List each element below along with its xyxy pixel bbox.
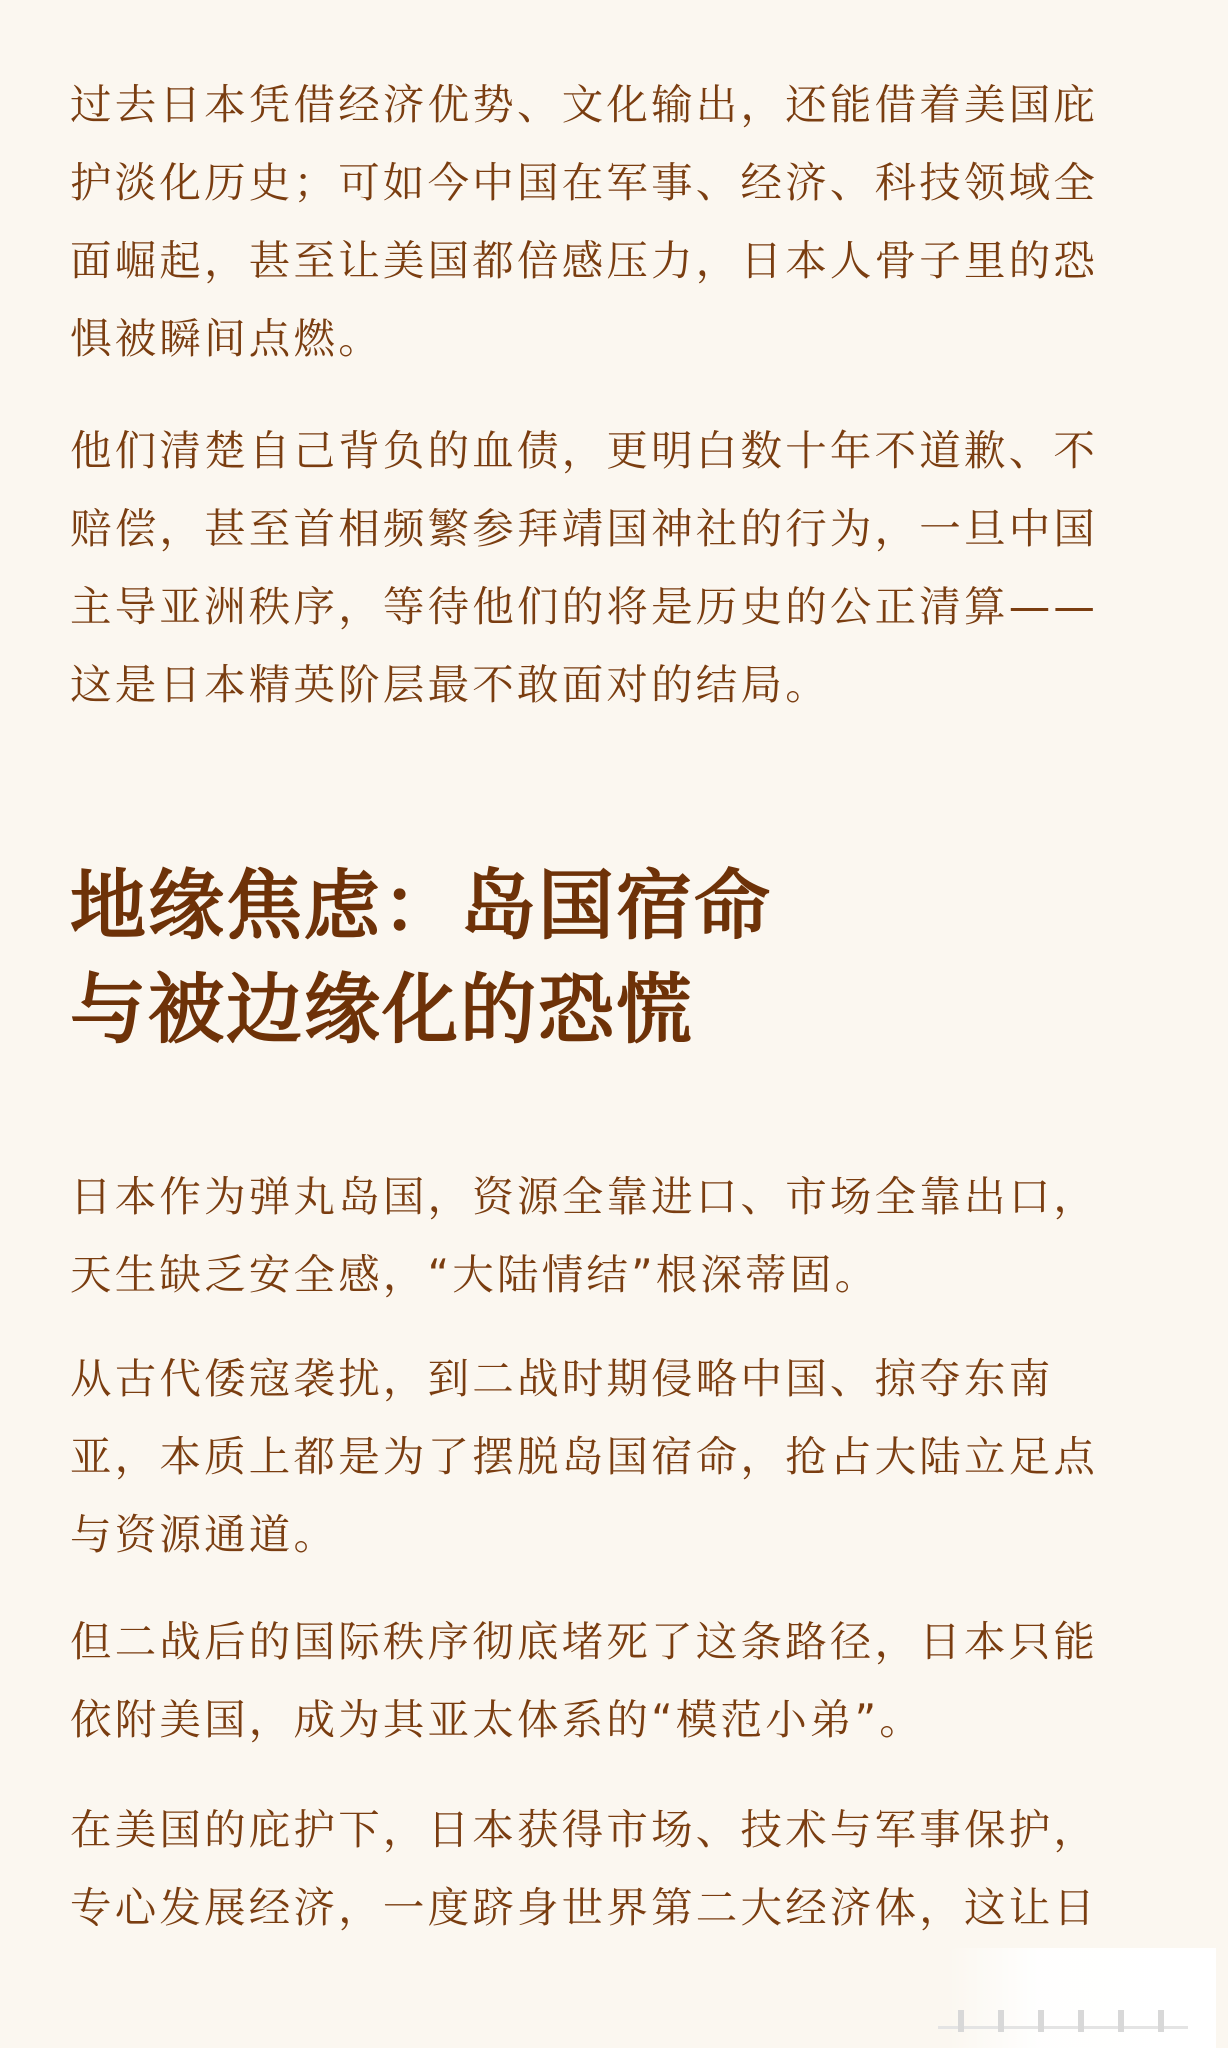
paragraph-1 [70,66,1098,378]
paragraph-line: 他们清楚自己背负的血债，更明白数十年不道歉、不 [70,426,1099,475]
watermark-overlay [946,1948,1216,2048]
paragraph-6 [70,1791,1098,1947]
heading-line: 与被边缘化的恐慌 [70,965,694,1054]
paragraph-line: 从古代倭寇袭扰，到二战时期侵略中国、掠夺东南 [70,1354,1054,1403]
heading-line: 地缘焦虑：岛国宿命 [70,861,772,950]
paragraph-line: 面崛起，甚至让美国都倍感压力，日本人骨子里的恐 [70,236,1099,285]
section-heading [70,854,772,1062]
paragraph-line: 在美国的庇护下，日本获得市场、技术与军事保护， [70,1805,1099,1854]
paragraph-line: 日本作为弹丸岛国，资源全靠进口、市场全靠出口， [70,1172,1099,1221]
paragraph-3 [70,1158,1098,1314]
paragraph-line: 惧被瞬间点燃。 [70,314,383,363]
paragraph-line: 依附美国，成为其亚太体系的“模范小弟”。 [70,1695,925,1744]
watermark-icon [938,2000,1188,2040]
paragraph-line: 亚，本质上都是为了摆脱岛国宿命，抢占大陆立足点 [70,1432,1099,1481]
paragraph-line: 与资源通道。 [70,1510,339,1559]
paragraph-line: 专心发展经济，一度跻身世界第二大经济体，这让日 [70,1883,1099,1932]
paragraph-4 [70,1340,1098,1574]
paragraph-line: 过去日本凭借经济优势、文化输出，还能借着美国庇 [70,80,1099,129]
paragraph-line: 但二战后的国际秩序彻底堵死了这条路径，日本只能 [70,1617,1099,1666]
paragraph-line: 主导亚洲秩序，等待他们的将是历史的公正清算—— [70,582,1099,631]
paragraph-line: 天生缺乏安全感，“大陆情结”根深蒂固。 [70,1250,880,1299]
paragraph-2 [70,412,1098,724]
paragraph-5 [70,1603,1098,1759]
paragraph-line: 护淡化历史；可如今中国在军事、经济、科技领域全 [70,158,1099,207]
paragraph-line: 这是日本精英阶层最不敢面对的结局。 [70,660,830,709]
paragraph-line: 赔偿，甚至首相频繁参拜靖国神社的行为，一旦中国 [70,504,1099,553]
